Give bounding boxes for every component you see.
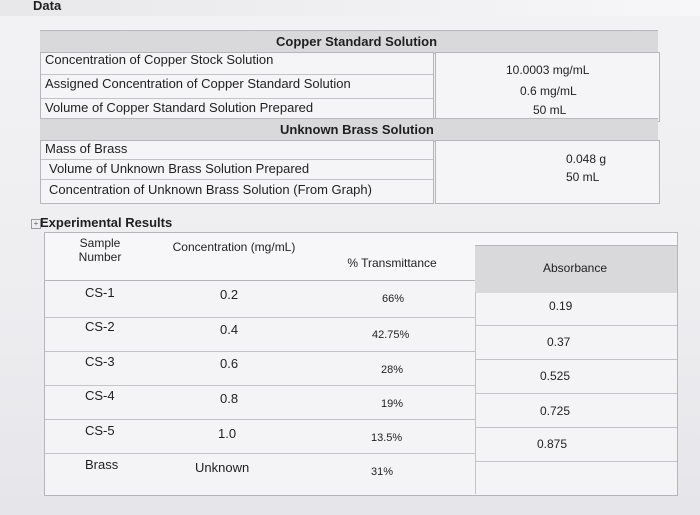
cell-trans-3: 28% [381, 364, 404, 376]
copper-label-volume: Volume of Copper Standard Solution Prepared [45, 100, 314, 115]
copper-label-assigned: Assigned Concentration of Copper Standard Solution [45, 76, 351, 91]
copper-value-volume: 50 mL [533, 103, 567, 117]
cell-abs-3: 0.525 [540, 369, 571, 383]
cell-abs-2: 0.37 [547, 335, 571, 349]
header-transmittance: % Transmittance [347, 256, 437, 270]
cell-sample-6: Brass [85, 457, 119, 472]
cell-abs-4: 0.725 [540, 404, 571, 418]
cell-abs-5: 0.875 [537, 437, 568, 451]
header-sample-line2: Number [78, 250, 122, 264]
cell-trans-2: 42.75% [372, 329, 410, 341]
cell-sample-1: CS-1 [85, 285, 115, 300]
cell-sample-2: CS-2 [85, 319, 115, 334]
brass-label-mass: Mass of Brass [45, 141, 128, 156]
brass-header-row [40, 118, 658, 142]
expand-icon[interactable]: + [31, 219, 41, 229]
brass-value-volume: 50 mL [566, 170, 600, 184]
cell-conc-3: 0.6 [220, 356, 239, 371]
copper-header: Copper Standard Solution [276, 34, 438, 49]
cell-conc-4: 0.8 [220, 391, 239, 406]
copper-value-assigned: 0.6 mg/mL [520, 84, 577, 98]
cell-trans-4: 19% [381, 398, 404, 410]
cell-conc-2: 0.4 [220, 322, 239, 337]
cell-conc-6: Unknown [195, 460, 250, 475]
cell-abs-1: 0.19 [549, 299, 573, 313]
brass-values-cell [435, 140, 660, 204]
brass-labels-cell [40, 140, 434, 204]
copper-labels-cell [40, 52, 434, 122]
header-concentration: Concentration (mg/mL) [172, 240, 296, 254]
cell-sample-3: CS-3 [85, 354, 115, 369]
solution-info-table [40, 30, 658, 215]
copper-header-row [40, 30, 658, 54]
cell-sample-4: CS-4 [85, 388, 115, 403]
cell-conc-5: 1.0 [218, 426, 237, 441]
header-sample-line1: Sample [79, 236, 121, 250]
data-heading: Data [33, 0, 62, 13]
cell-trans-1: 66% [382, 293, 405, 305]
experimental-results-title: Experimental Results [40, 215, 173, 230]
brass-label-volume: Volume of Unknown Brass Solution Prepared [49, 161, 310, 176]
header-absorbance: Absorbance [542, 261, 608, 275]
cell-trans-6: 31% [371, 466, 394, 478]
copper-value-stock: 10.0003 mg/mL [506, 63, 590, 77]
brass-value-mass: 0.048 g [566, 152, 607, 166]
brass-label-concentration: Concentration of Unknown Brass Solution (From Graph) [49, 182, 372, 197]
window-top-bar [0, 0, 700, 16]
brass-header: Unknown Brass Solution [280, 122, 434, 137]
header-sample [75, 236, 125, 264]
experimental-results-table [44, 232, 678, 496]
cell-trans-5: 13.5% [371, 432, 403, 444]
copper-label-stock: Concentration of Copper Stock Solution [45, 52, 274, 67]
copper-values-cell [435, 52, 660, 122]
cell-sample-5: CS-5 [85, 423, 115, 438]
cell-conc-1: 0.2 [220, 287, 239, 302]
